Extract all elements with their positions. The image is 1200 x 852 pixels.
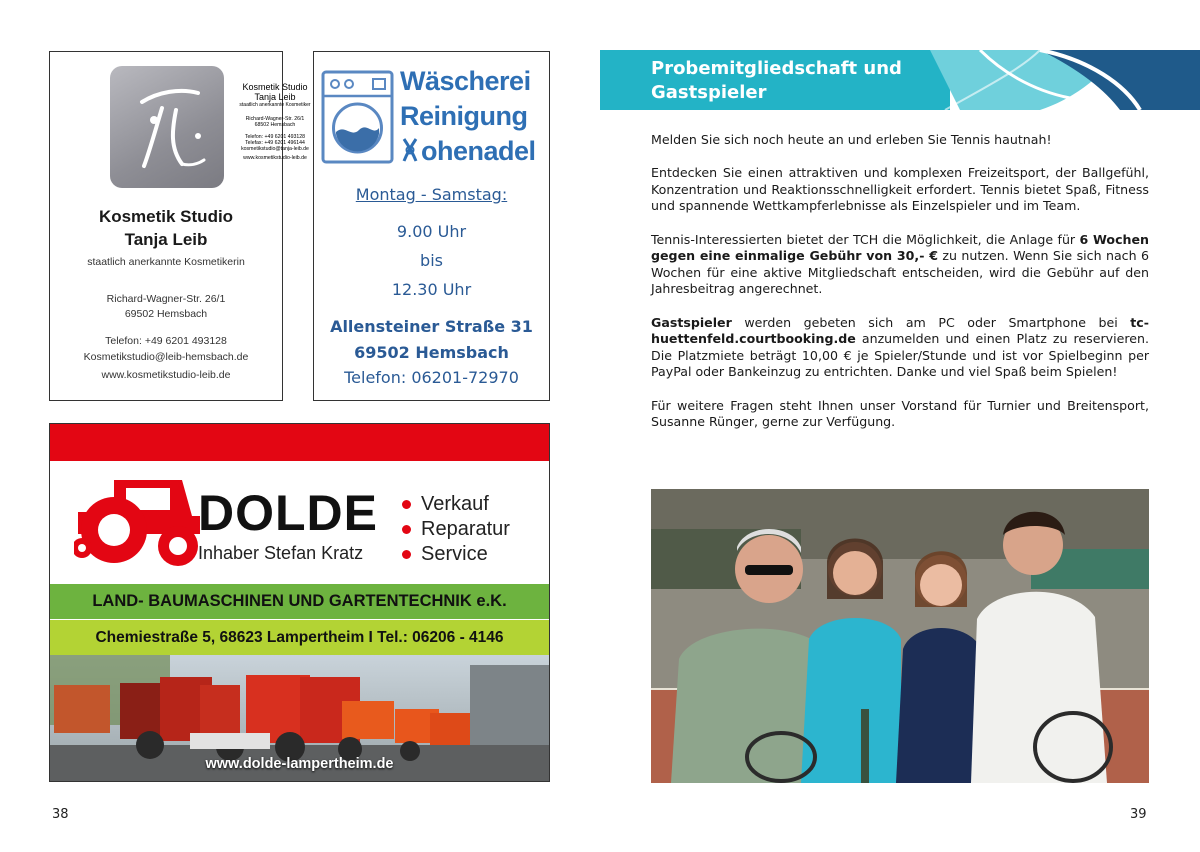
dolde-name: DOLDE <box>198 485 378 541</box>
paragraph-trial-a: Tennis-Interessierten bietet der TCH die Möglichkeit, die Anlage für <box>651 231 1080 247</box>
page-title <box>651 57 902 105</box>
card-email: kosmetikstudio@tanja-leib.de <box>241 146 309 153</box>
kosmetik-phone: Telefon: +49 6201 493128 <box>105 335 227 347</box>
dolde-service-item <box>402 542 510 567</box>
page-number-left: 38 <box>52 807 69 822</box>
clothespin-icon <box>400 137 420 170</box>
card-fax: Telefax: +49 6201 496144 <box>245 140 305 147</box>
waescherei-logo-line2: Reinigung <box>400 101 528 131</box>
card-street: Richard-Wagner-Str. 26/1 <box>245 116 305 123</box>
dolde-owner: Inhaber Stefan Kratz <box>198 543 364 563</box>
kosmetik-street: Richard-Wagner-Str. 26/1 <box>106 293 226 305</box>
ad-dolde <box>49 423 550 782</box>
dolde-tagline: LAND- BAUMASCHINEN UND GARTENTECHNIK e.K. <box>92 592 507 610</box>
kosmetik-name-line1: Kosmetik Studio <box>98 207 234 226</box>
kosmetik-contact <box>50 334 282 384</box>
page-title-line2: Gastspieler <box>651 82 767 103</box>
card-phone: Telefon: +49 6201 493128 <box>244 134 306 141</box>
ad-waescherei <box>313 51 550 401</box>
bullet-icon <box>402 500 411 509</box>
waescherei-logo-line3-text: ohenadel <box>421 136 536 166</box>
waescherei-hours-from: 9.00 Uhr <box>396 222 467 241</box>
card-city: 68502 Hemsbach <box>254 122 296 129</box>
paragraph-sport: Entdecken Sie einen attraktiven und komplexen Freizeitsport, der Ballgefühl, Konzentration und Reaktionsschnelligkeit erfordert. Tennis bietet Spaß, Fitness und spannende Wettkampferlebnisse als Einzelspieler und im Team. <box>651 165 1149 214</box>
paragraph-guests-bold: Gastspieler <box>651 314 732 330</box>
waescherei-hours-sep: bis <box>420 251 443 270</box>
dolde-services <box>402 492 510 567</box>
kosmetik-subtitle: staatlich anerkannte Kosmetikerin <box>87 256 245 268</box>
waescherei-hours-to: 12.30 Uhr <box>391 280 472 299</box>
dolde-url: www.dolde-lampertheim.de <box>205 756 394 772</box>
paragraph-trial-bold: 6 Wochen gegen eine einmalige Gebühr von 30,- € <box>651 231 1150 264</box>
dolde-red-bar <box>50 424 549 461</box>
kosmetik-logo-icon <box>110 66 224 188</box>
ad-kosmetik-studio <box>49 51 311 401</box>
booking-link[interactable]: tc-huettenfeld.courtbooking.de <box>651 314 1149 347</box>
page-number-right: 39 <box>1130 807 1147 822</box>
dolde-service-label: Verkauf <box>421 493 489 515</box>
bullet-icon <box>402 550 411 559</box>
kosmetik-address <box>50 292 282 322</box>
dolde-address: Chemiestraße 5, 68623 Lampertheim I Tel.: 06206 - 4146 <box>95 629 504 646</box>
card-web: www.kosmetikstudio-leib.de <box>243 155 307 162</box>
waescherei-city: 69502 Hemsbach <box>354 343 509 362</box>
waescherei-phone: Telefon: 06201-72970 <box>344 368 519 387</box>
kosmetik-web: www.kosmetikstudio-leib.de <box>101 369 231 381</box>
kosmetik-city: 69502 Hemsbach <box>124 308 208 320</box>
dolde-service-label: Service <box>421 543 488 565</box>
kosmetik-business-card <box>233 82 317 192</box>
paragraph-trial <box>651 232 1149 298</box>
paragraph-guests-b: anzumelden und einen Platz zu reservieren. Die Platzmiete beträgt 10,00 € je Spieler/Stunde und ist vor Spielbeginn per PayPal oder Bankeinzug zu entrichten. Danke und viel Spaß beim Spielen! <box>651 331 1149 380</box>
paragraph-guests-a: werden gebeten sich am PC oder Smartphone bei <box>731 314 1131 330</box>
dolde-service-label: Reparatur <box>421 518 510 540</box>
kosmetik-name-line2: Tanja Leib <box>124 230 208 249</box>
page-title-line1: Probemitgliedschaft und <box>651 58 902 79</box>
kosmetik-email: Kosmetikstudio@leib-hemsbach.de <box>83 350 249 363</box>
bullet-icon <box>402 525 411 534</box>
kosmetik-name <box>50 205 282 251</box>
paragraph-trial-b: zu nutzen. Wenn Sie sich nach 6 Wochen für eine aktive Mitgliedschaft entscheiden, wird die Gebühr auf den Jahresbeitrag angerechnet. <box>651 248 1149 297</box>
card-name-line2: Tanja Leib <box>254 92 296 103</box>
waescherei-logo-line3 <box>400 136 536 170</box>
waescherei-hours-label: Montag - Samstag: <box>355 185 508 204</box>
card-subtitle: staatlich anerkannte Kosmetiker <box>239 101 311 108</box>
washing-machine-icon <box>321 70 394 164</box>
tennis-group-photo <box>651 489 1149 783</box>
waescherei-logo-line1: Wäscherei <box>400 66 531 96</box>
paragraph-intro: Melden Sie sich noch heute an und erleben Sie Tennis hautnah! <box>651 132 1052 147</box>
dolde-service-item <box>402 517 510 542</box>
paragraph-guests <box>651 315 1149 381</box>
article-body <box>651 132 1149 447</box>
paragraph-contact: Für weitere Fragen steht Ihnen unser Vorstand für Turnier und Breitensport, Susanne Rünger, gerne zur Verfügung. <box>651 397 1149 430</box>
card-name-line1: Kosmetik Studio <box>242 82 308 92</box>
waescherei-street: Allensteiner Straße 31 <box>330 317 533 336</box>
dolde-service-item <box>402 492 510 517</box>
